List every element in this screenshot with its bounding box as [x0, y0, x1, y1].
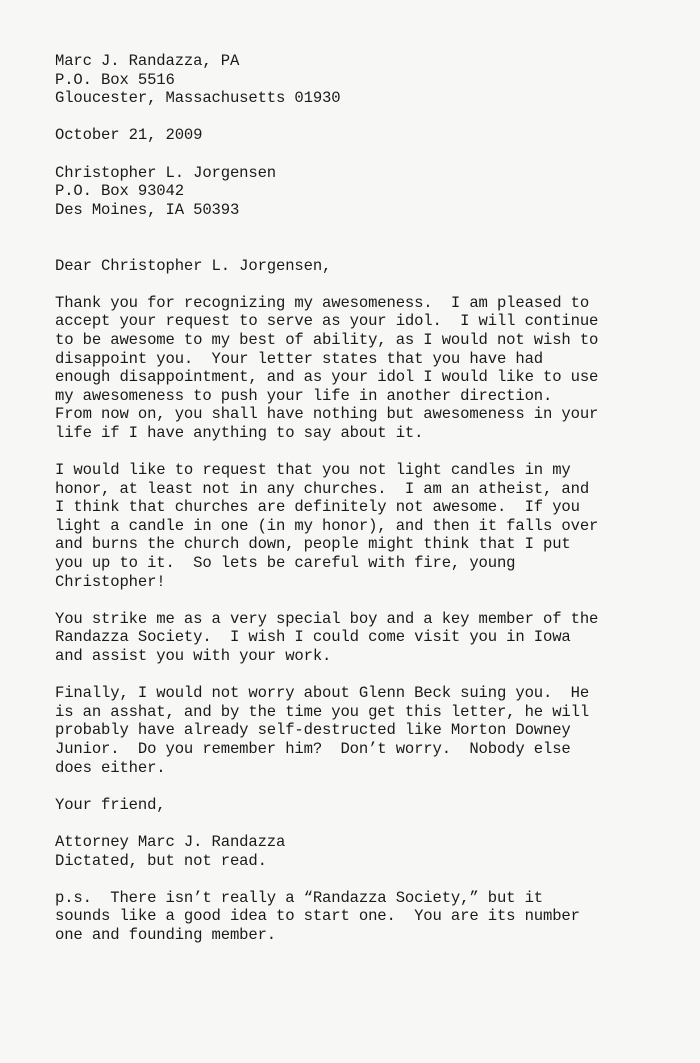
paragraph-line: honor, at least not in any churches. I am an atheist, and	[55, 479, 590, 498]
recipient-name: Christopher L. Jorgensen	[55, 163, 276, 182]
postscript-line: sounds like a good idea to start one. You are its number	[55, 907, 580, 926]
paragraph-line: Junior. Do you remember him? Don’t worry. Nobody else	[55, 739, 571, 758]
paragraph-2	[55, 461, 685, 591]
paragraph-line: to be awesome to my best of ability, as I would not wish to	[55, 330, 599, 349]
recipient-address	[55, 164, 685, 220]
paragraph-line: Christopher!	[55, 572, 166, 591]
sender-name: Marc J. Randazza, PA	[55, 52, 240, 70]
paragraph-3	[55, 610, 685, 666]
paragraph-line: light a candle in one (in my honor), and then it falls over	[55, 516, 599, 535]
paragraph-line: is an asshat, and by the time you get this letter, he will	[55, 702, 590, 721]
paragraph-line: accept your request to serve as your idol. I will continue	[55, 312, 599, 331]
paragraph-line: Thank you for recognizing my awesomeness. I am pleased to	[55, 293, 590, 312]
paragraph-line: Randazza Society. I wish I could come visit you in Iowa	[55, 628, 571, 647]
closing: Your friend,	[55, 795, 166, 814]
signature-name: Attorney Marc J. Randazza	[55, 832, 286, 851]
paragraph-line: From now on, you shall have nothing but awesomeness in your	[55, 405, 599, 424]
paragraph-1	[55, 294, 685, 443]
letter-body	[55, 52, 685, 945]
paragraph-4	[55, 684, 685, 777]
paragraph-line: life if I have anything to say about it.	[55, 423, 424, 442]
paragraph-line: my awesomeness to push your life in another direction.	[55, 386, 553, 405]
paragraph-line: I think that churches are definitely not awesome. If you	[55, 498, 580, 517]
paragraph-line: I would like to request that you not light candles in my	[55, 461, 571, 480]
paragraph-line: and assist you with your work.	[55, 647, 332, 665]
sender-city: Gloucester, Massachusetts 01930	[55, 89, 341, 108]
recipient-city: Des Moines, IA 50393	[55, 200, 240, 219]
postscript-line: p.s. There isn’t really a “Randazza Society,” but it	[55, 888, 544, 907]
paragraph-line: you up to it. So lets be careful with fire, young	[55, 554, 516, 573]
recipient-box: P.O. Box 93042	[55, 182, 184, 201]
sender-address	[55, 52, 685, 108]
paragraph-line: enough disappointment, and as your idol I would like to use	[55, 368, 599, 387]
postscript-line: one and founding member.	[55, 925, 276, 944]
postscript	[55, 889, 685, 945]
signature-block	[55, 833, 685, 870]
paragraph-line: disappoint you. Your letter states that you have had	[55, 349, 544, 368]
paragraph-line: probably have already self-destructed like Morton Downey	[55, 721, 571, 740]
signature-note: Dictated, but not read.	[55, 851, 267, 870]
letter-date: October 21, 2009	[55, 126, 203, 145]
paragraph-line: does either.	[55, 758, 166, 777]
paragraph-line: You strike me as a very special boy and a key member of the	[55, 609, 599, 628]
paragraph-line: and burns the church down, people might think that I put	[55, 535, 571, 554]
paragraph-line: Finally, I would not worry about Glenn Beck suing you. He	[55, 684, 590, 703]
salutation: Dear Christopher L. Jorgensen,	[55, 256, 332, 275]
sender-box: P.O. Box 5516	[55, 70, 175, 89]
